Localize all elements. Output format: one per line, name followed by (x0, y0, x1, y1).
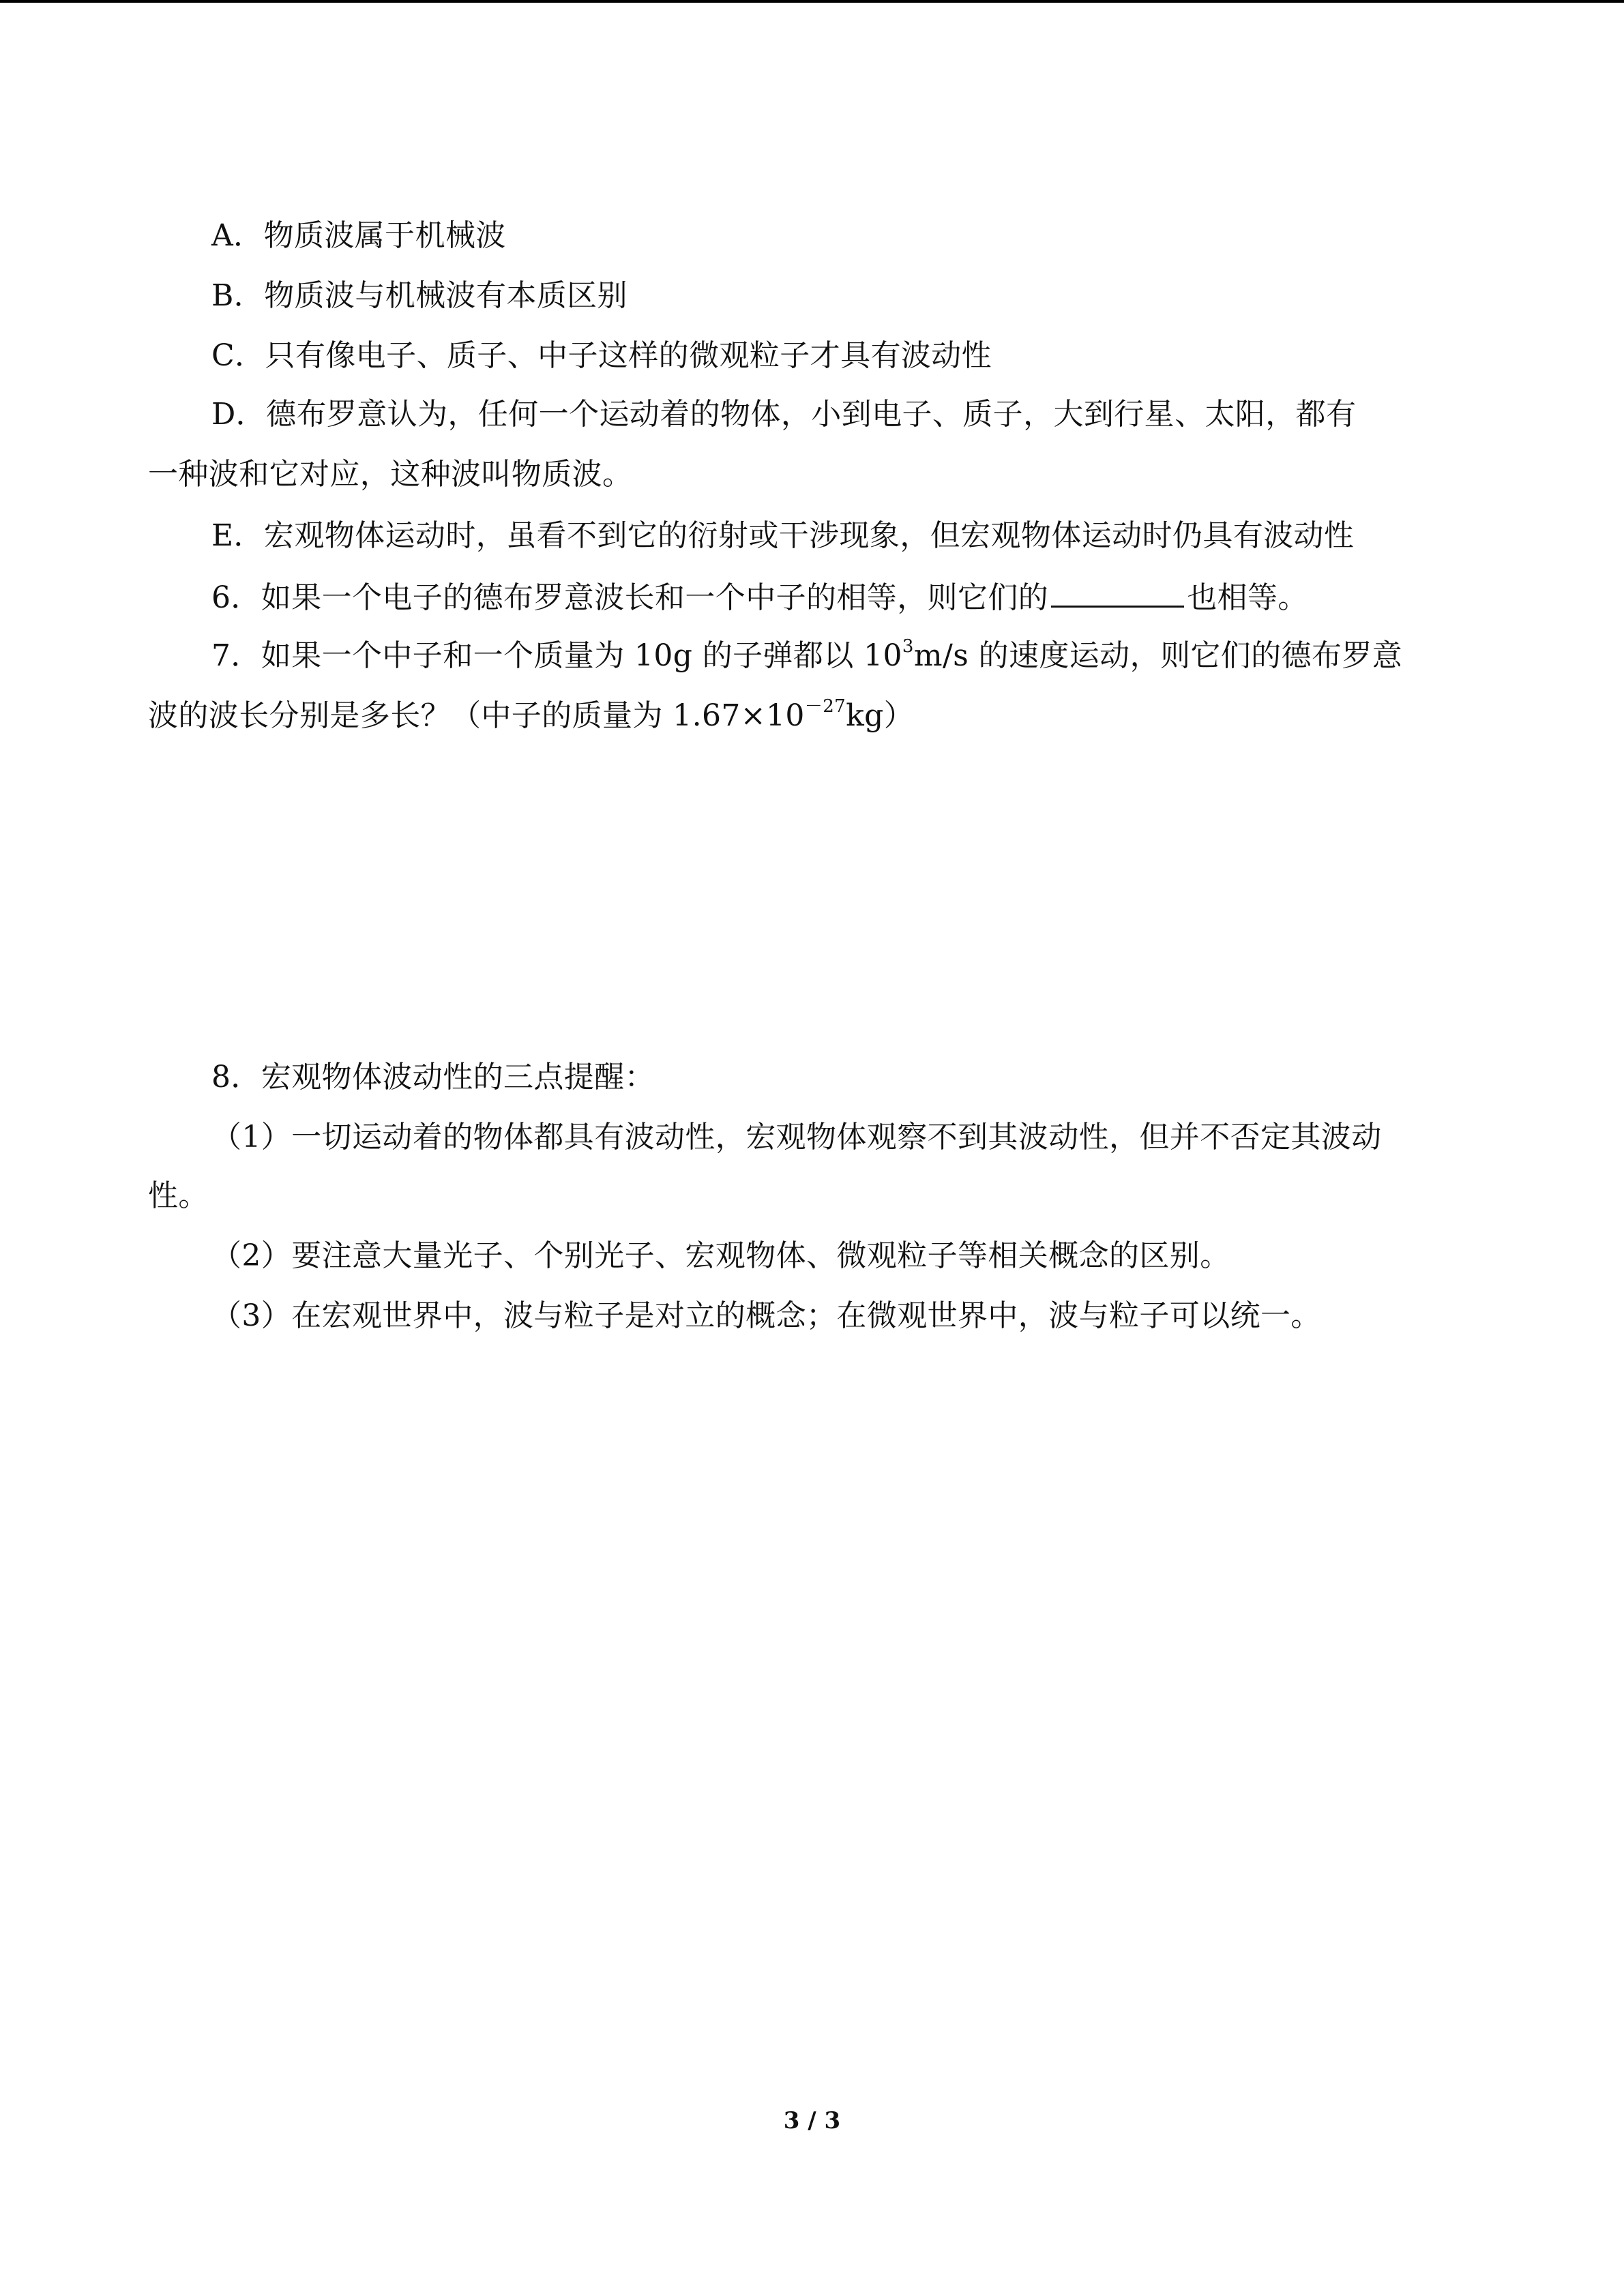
option-b: B．物质波与机械波有本质区别 (211, 278, 628, 313)
question-7-line-1 (211, 636, 1402, 676)
question-7-exponent: 3 (902, 636, 914, 657)
question-7-mass-exponent: －27 (804, 696, 846, 717)
question-8-point-1-line-1: （1）一切运动着的物体都具有波动性，宏观物体观察不到其波动性，但并不否定其波动 (211, 1120, 1382, 1154)
option-e: E．宏观物体运动时，虽看不到它的衍射或干涉现象，但宏观物体运动时仍具有波动性 (211, 518, 1355, 553)
page-number: 3 / 3 (783, 2107, 841, 2134)
question-7-line-1-text-a: 7．如果一个中子和一个质量为 10g 的子弹都以 10 (211, 638, 902, 673)
question-6-answer-blank[interactable] (1051, 576, 1184, 608)
question-7-line-2-text-b: kg） (846, 698, 915, 733)
question-6-text-before: 6．如果一个电子的德布罗意波长和一个中子的相等，则它们的 (211, 580, 1049, 615)
question-8-point-2: （2）要注意大量光子、个别光子、宏观物体、微观粒子等相关概念的区别。 (211, 1238, 1230, 1273)
option-a: A．物质波属于机械波 (211, 218, 506, 253)
question-7-line-2-text-a: 波的波长分别是多长？（中子的质量为 1.67×10 (148, 698, 805, 733)
option-d-line-2: 一种波和它对应，这种波叫物质波。 (148, 457, 633, 492)
option-c: C．只有像电子、质子、中子这样的微观粒子才具有波动性 (211, 338, 992, 373)
question-7-line-2 (148, 696, 914, 736)
question-6-text-after: 也相等。 (1187, 580, 1308, 615)
question-7-line-1-text-b: m/s 的速度运动，则它们的德布罗意 (913, 638, 1403, 673)
question-8-title: 8．宏观物体波动性的三点提醒： (211, 1060, 655, 1094)
question-6 (211, 576, 1308, 618)
question-8-point-1-line-2: 性。 (148, 1178, 209, 1213)
option-d-line-1: D．德布罗意认为，任何一个运动着的物体，小到电子、质子，大到行星、太阳，都有 (211, 397, 1357, 432)
question-8-point-3: （3）在宏观世界中，波与粒子是对立的概念；在微观世界中，波与粒子可以统一。 (211, 1298, 1321, 1333)
